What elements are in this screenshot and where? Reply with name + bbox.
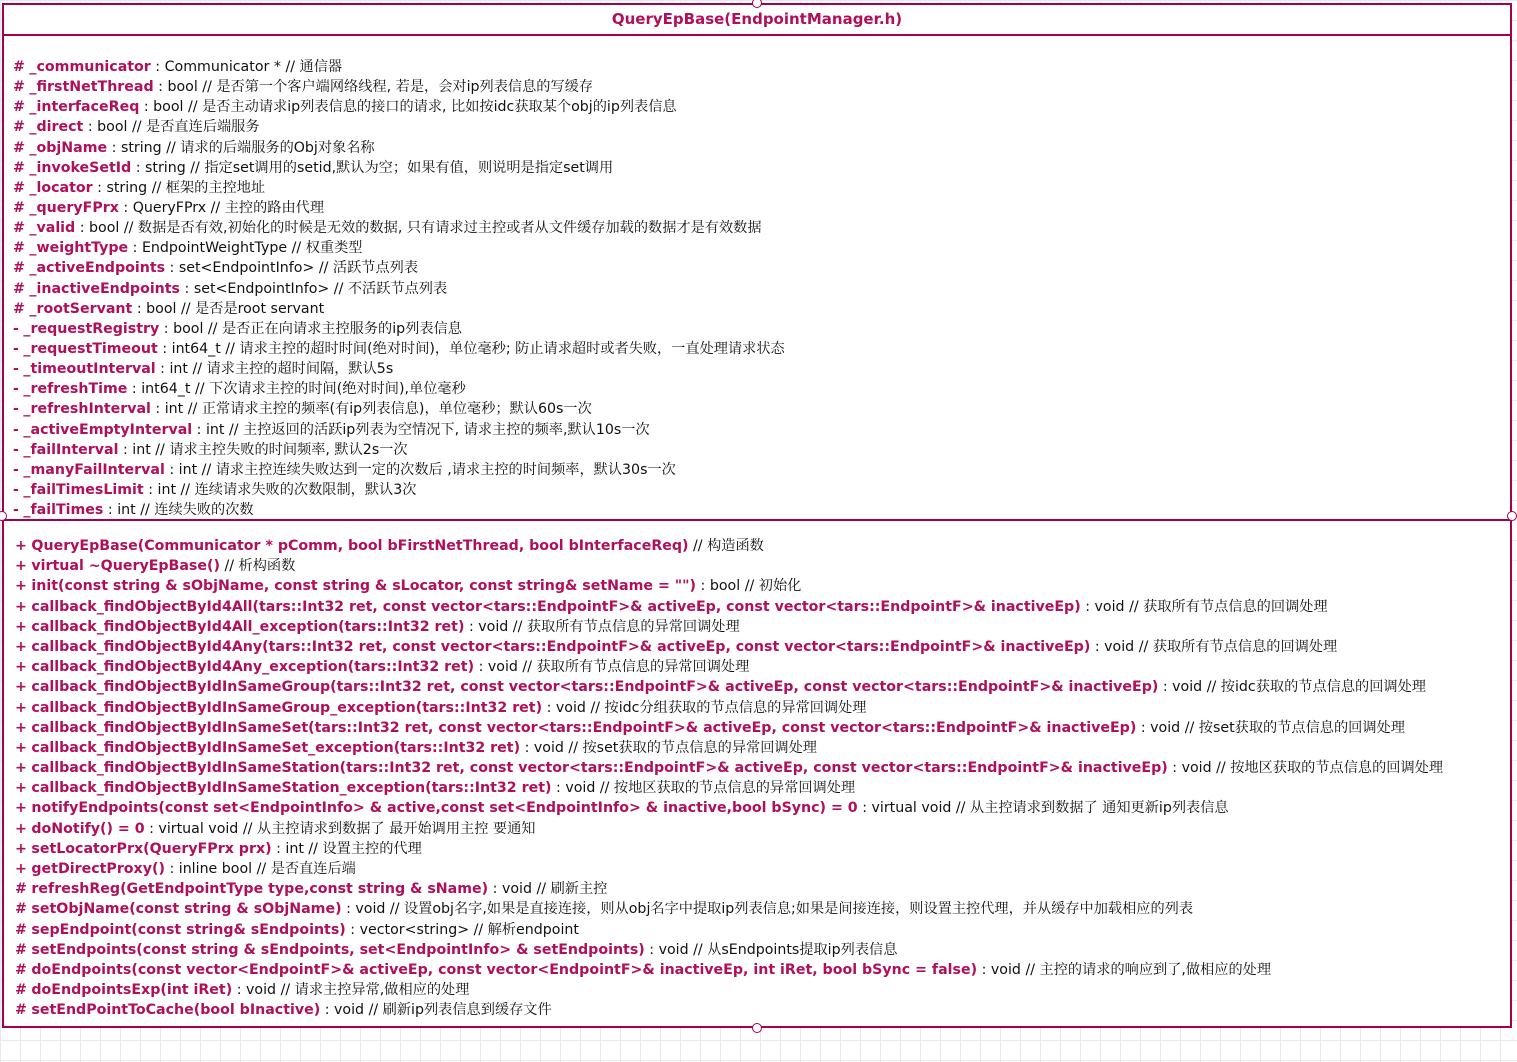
attribute-name: _timeoutInterval <box>23 361 156 378</box>
class-title: QueryEpBase(EndpointManager.h) <box>4 5 1510 36</box>
operation-name: doEndpoints(const vector<EndpointF>& activeEp, const vector<EndpointF>& inactiveEp, int iRet, bool bSync = false) <box>31 961 978 978</box>
attribute-name: _valid <box>29 220 76 237</box>
operation-name: notifyEndpoints(const set<EndpointInfo> & active,const set<EndpointInfo> & inactive,bool bSync) = 0 <box>31 800 858 817</box>
separator: : <box>180 280 194 297</box>
visibility-marker: + <box>15 739 27 756</box>
attribute-row[interactable] <box>4 77 1510 97</box>
attribute-row[interactable] <box>4 500 1510 519</box>
attribute-type: bool <box>97 119 132 136</box>
attribute-row[interactable] <box>4 399 1510 419</box>
separator: : <box>92 179 107 196</box>
attribute-name: _objName <box>29 139 108 156</box>
attribute-type: string <box>120 139 167 156</box>
operation-type: void <box>1181 760 1217 777</box>
operation-type: void <box>1172 679 1207 696</box>
operation-comment: // 获取所有节点信息的异常回调处理 <box>512 618 740 635</box>
operation-row[interactable] <box>4 920 1510 940</box>
visibility-marker: + <box>15 618 27 635</box>
operation-name: callback_findObjectByIdInSameGroup_exception(tars::Int32 ret) <box>31 699 543 716</box>
visibility-marker: # <box>13 119 25 136</box>
visibility-marker: - <box>13 481 19 498</box>
operation-name: callback_findObjectByIdInSameStation(tars::Int32 ret, const vector<tars::EndpointF>& activeEp, const vector<tars::EndpointF>& inactiveEp) <box>31 760 1168 777</box>
separator: : <box>144 820 159 837</box>
separator: : <box>696 578 710 595</box>
visibility-marker: + <box>15 558 27 575</box>
attribute-type: int <box>205 421 229 438</box>
operation-comment: // 从sEndpoints提取ip列表信息 <box>693 941 898 958</box>
operation-comment: // 主控的请求的响应到了,做相应的处理 <box>1025 961 1272 978</box>
separator: : <box>83 119 98 136</box>
separator: : <box>103 502 118 519</box>
visibility-marker: # <box>15 881 27 898</box>
attribute-name: _refreshInterval <box>23 401 151 418</box>
operation-name: callback_findObjectById4All_exception(tars::Int32 ret) <box>31 618 465 635</box>
separator: : <box>118 441 133 458</box>
operation-type: void <box>555 699 591 716</box>
operation-row[interactable] <box>4 899 1510 919</box>
attribute-name: _direct <box>29 119 84 136</box>
attribute-comment: // 连续请求失败的次数限制，默认3次 <box>180 481 417 498</box>
attribute-row[interactable] <box>4 158 1510 178</box>
attribute-name: _activeEmptyInterval <box>23 421 193 438</box>
separator: : <box>128 240 142 257</box>
attribute-name: _weightType <box>29 240 129 257</box>
attribute-comment: // 数据是否有效,初始化的时候是无效的数据, 只有请求过主控或者从文件缓存加载的数据才是有效数据 <box>123 220 762 237</box>
visibility-marker: + <box>15 578 27 595</box>
attribute-type: set<EndpointInfo> <box>193 280 334 297</box>
attribute-comment: // 是否是root servant <box>180 300 325 317</box>
operation-comment: // 按set获取的节点信息的异常回调处理 <box>568 739 817 756</box>
attribute-type: int <box>157 481 181 498</box>
separator: : <box>977 961 991 978</box>
operation-type: void <box>658 941 694 958</box>
visibility-marker: + <box>15 780 27 797</box>
attribute-comment: // 连续失败的次数 <box>140 502 254 519</box>
attribute-comment: // 请求主控连续失败达到一定的次数后 ,请求主控的时间频率，默认30s一次 <box>201 461 676 478</box>
attribute-name: _manyFailInterval <box>23 461 165 478</box>
attribute-comment: // 是否正在向请求主控服务的ip列表信息 <box>207 320 462 337</box>
compartment-divider <box>4 519 1510 521</box>
operation-type: void <box>1104 638 1139 655</box>
separator: : <box>271 840 286 857</box>
attribute-row[interactable] <box>4 339 1510 359</box>
attribute-name: _failTimesLimit <box>23 481 144 498</box>
separator: : <box>1090 638 1105 655</box>
operation-comment: // 按idc分组获取的节点信息的异常回调处理 <box>590 699 867 716</box>
operation-row[interactable] <box>4 576 1510 596</box>
operation-row[interactable] <box>4 718 1510 738</box>
visibility-marker: - <box>13 401 19 418</box>
attribute-comment: // 指定set调用的setid,默认为空；如果有值，则说明是指定set调用 <box>190 159 614 176</box>
separator: : <box>1136 719 1151 736</box>
attribute-type: EndpointWeightType <box>141 240 292 257</box>
operation-name: getDirectProxy() <box>31 861 165 877</box>
attribute-row[interactable] <box>4 218 1510 238</box>
visibility-marker: + <box>15 598 27 615</box>
visibility-marker: + <box>15 638 27 655</box>
operation-row[interactable] <box>4 536 1510 556</box>
attribute-comment: // 下次请求主控的时间(绝对时间),单位毫秒 <box>194 381 466 398</box>
visibility-marker: - <box>13 441 19 458</box>
operation-name: setObjName(const string & sObjName) <box>31 901 342 918</box>
operation-row[interactable] <box>4 778 1510 798</box>
attribute-row[interactable] <box>4 97 1510 117</box>
operation-comment: // 获取所有节点信息的回调处理 <box>1138 638 1338 655</box>
separator: : <box>139 99 154 116</box>
separator: : <box>320 1002 335 1019</box>
attribute-row[interactable] <box>4 319 1510 339</box>
separator: : <box>150 59 165 75</box>
operation-type: void <box>1094 598 1130 615</box>
attribute-comment: // 正常请求主控的频率(有ip列表信息)，单位毫秒；默认60s一次 <box>187 401 592 418</box>
operation-row[interactable] <box>4 879 1510 899</box>
operation-row[interactable] <box>4 798 1510 818</box>
operation-name: setEndpoints(const string & sEndpoints, set<EndpointInfo> & setEndpoints) <box>31 941 645 958</box>
attribute-name: _refreshTime <box>23 381 128 398</box>
operation-row[interactable] <box>4 839 1510 859</box>
operation-row[interactable] <box>4 556 1510 576</box>
operation-name: sepEndpoint(const string& sEndpoints) <box>31 921 346 938</box>
operation-comment: // 按idc获取的节点信息的回调处理 <box>1206 679 1426 696</box>
operation-type: void <box>565 780 600 797</box>
attribute-name: _requestTimeout <box>23 340 158 357</box>
visibility-marker: # <box>15 901 27 918</box>
visibility-marker: + <box>15 760 27 777</box>
separator: : <box>132 300 147 317</box>
attribute-type: int <box>169 361 193 378</box>
visibility-marker: + <box>15 699 27 716</box>
attribute-comment: // 主控的路由代理 <box>210 199 325 216</box>
visibility-marker: # <box>15 982 27 999</box>
separator: : <box>520 739 534 756</box>
visibility-marker: - <box>13 340 19 357</box>
operation-comment: // 按地区获取的节点信息的异常回调处理 <box>599 780 856 797</box>
operation-type: virtual void <box>158 820 243 837</box>
visibility-marker: # <box>13 179 25 196</box>
separator: : <box>542 699 556 716</box>
attribute-row[interactable] <box>4 359 1510 379</box>
attribute-name: _locator <box>29 179 93 196</box>
operation-row[interactable] <box>4 637 1510 657</box>
operation-name: doNotify() = 0 <box>31 820 145 837</box>
attribute-type: bool <box>167 79 203 96</box>
attribute-row[interactable] <box>4 178 1510 198</box>
attribute-name: _inactiveEndpoints <box>29 280 181 297</box>
attribute-comment: // 请求主控的超时时间(绝对时间)，单位毫秒; 防止请求超时或者失败，一直处理请求状态 <box>225 340 785 357</box>
separator: : <box>192 421 206 438</box>
attribute-row[interactable] <box>4 138 1510 158</box>
attribute-type: int <box>132 441 156 458</box>
operation-comment: // 析构函数 <box>224 558 296 575</box>
visibility-marker: + <box>15 679 27 696</box>
attribute-row[interactable] <box>4 299 1510 319</box>
operation-comment: // 是否直连后端 <box>256 861 356 877</box>
visibility-marker: # <box>13 139 25 156</box>
operation-name: callback_findObjectByIdInSameSet(tars::Int32 ret, const vector<tars::EndpointF>& activeEp, const vector<tars::EndpointF>& inactiveEp) <box>31 719 1137 736</box>
attributes-compartment <box>4 57 1510 519</box>
visibility-marker: # <box>13 260 25 277</box>
attribute-row[interactable] <box>4 440 1510 460</box>
separator: : <box>232 982 247 999</box>
attribute-name: _requestRegistry <box>23 320 160 337</box>
operation-comment: // 获取所有节点信息的异常回调处理 <box>522 659 750 676</box>
separator: : <box>551 780 566 797</box>
attribute-comment: // 通信器 <box>285 59 343 75</box>
visibility-marker: + <box>15 820 27 837</box>
attribute-name: _invokeSetId <box>29 159 132 176</box>
operation-name: callback_findObjectById4Any_exception(tars::Int32 ret) <box>31 659 475 676</box>
operation-type: void <box>1150 719 1185 736</box>
operations-compartment <box>4 536 1510 1022</box>
attribute-comment: // 权重类型 <box>291 240 363 257</box>
attribute-row[interactable] <box>4 238 1510 258</box>
separator: : <box>155 361 170 378</box>
separator: : <box>164 861 179 877</box>
visibility-marker: - <box>13 461 19 478</box>
attribute-name: _firstNetThread <box>29 79 154 96</box>
operation-type: void <box>355 901 390 918</box>
separator: : <box>644 941 659 958</box>
attribute-row[interactable] <box>4 198 1510 218</box>
operation-name: setLocatorPrx(QueryFPrx prx) <box>31 840 272 857</box>
attribute-type: string <box>145 159 191 176</box>
separator: : <box>464 618 479 635</box>
attribute-type: bool <box>173 320 208 337</box>
separator: : <box>143 481 158 498</box>
operation-name: callback_findObjectByIdInSameStation_exception(tars::Int32 ret) <box>31 780 552 797</box>
operation-row[interactable] <box>4 980 1510 1000</box>
operation-row[interactable] <box>4 940 1510 960</box>
separator: : <box>488 881 502 898</box>
separator: : <box>1167 760 1182 777</box>
attribute-row[interactable] <box>4 420 1510 440</box>
operation-type: void <box>246 982 281 999</box>
attribute-comment: // 不活跃节点列表 <box>333 280 448 297</box>
operation-type: void <box>533 739 569 756</box>
visibility-marker: + <box>15 840 27 857</box>
visibility-marker: # <box>13 300 25 317</box>
visibility-marker: + <box>15 861 27 877</box>
separator: : <box>153 79 168 96</box>
visibility-marker: - <box>13 361 19 378</box>
separator: : <box>341 901 356 918</box>
operation-row[interactable] <box>4 597 1510 617</box>
separator: : <box>159 320 174 337</box>
attribute-type: int <box>178 461 202 478</box>
visibility-marker: # <box>15 921 27 938</box>
operation-type: void <box>487 659 523 676</box>
operation-row[interactable] <box>4 677 1510 697</box>
operation-comment: // 从主控请求到数据了 最开始调用主控 要通知 <box>242 820 536 837</box>
separator: : <box>345 921 360 938</box>
operation-type: void <box>501 881 537 898</box>
attribute-comment: // 主控返回的活跃ip列表为空情况下, 请求主控的频率,默认10s一次 <box>228 421 650 438</box>
visibility-marker: - <box>13 320 19 337</box>
visibility-marker: - <box>13 381 19 398</box>
visibility-marker: # <box>13 220 25 237</box>
operation-comment: // 构造函数 <box>693 538 764 554</box>
attribute-row[interactable] <box>4 460 1510 480</box>
attribute-type: bool <box>146 300 181 317</box>
operation-name: callback_findObjectById4Any(tars::Int32 ret, const vector<tars::EndpointF>& activeEp, const vector<tars::EndpointF>& inactiveEp) <box>31 638 1091 655</box>
operation-row[interactable] <box>4 960 1510 980</box>
visibility-marker: # <box>13 199 25 216</box>
separator: : <box>1158 679 1173 696</box>
visibility-marker: - <box>13 421 19 438</box>
separator: : <box>157 340 172 357</box>
separator: : <box>1080 598 1095 615</box>
operation-comment: // 按地区获取的节点信息的回调处理 <box>1216 760 1444 777</box>
attribute-comment: // 是否主动请求ip列表信息的接口的请求, 比如按idc获取某个obj的ip列表信息 <box>188 99 677 116</box>
attribute-name: _failTimes <box>23 502 104 519</box>
operation-name: virtual ~QueryEpBase() <box>31 558 220 575</box>
operation-comment: // 获取所有节点信息的回调处理 <box>1129 598 1328 615</box>
visibility-marker: # <box>13 159 25 176</box>
operation-comment: // 刷新ip列表信息到缓存文件 <box>368 1002 552 1019</box>
attribute-name: _communicator <box>29 59 151 75</box>
visibility-marker: + <box>15 719 27 736</box>
uml-class-box[interactable] <box>2 3 1512 1028</box>
visibility-marker: # <box>13 79 25 96</box>
operation-row[interactable] <box>4 859 1510 879</box>
operation-comment: // 设置主控的代理 <box>308 840 422 857</box>
operation-comment: // 设置obj名字,如果是直接连接，则从obj名字中提取ip列表信息;如果是间接连接，则设置主控代理，并从缓存中加载相应的列表 <box>389 901 1194 918</box>
operation-type: void <box>334 1002 369 1019</box>
visibility-marker: # <box>13 280 25 297</box>
attribute-comment: // 请求的后端服务的Obj对象名称 <box>166 139 375 156</box>
operation-comment: // 刷新主控 <box>536 881 608 898</box>
visibility-marker: + <box>15 659 27 676</box>
attribute-type: int <box>117 502 141 519</box>
operation-type: bool <box>709 578 745 595</box>
operation-row[interactable] <box>4 698 1510 718</box>
attribute-row[interactable] <box>4 480 1510 500</box>
separator: : <box>107 139 121 156</box>
separator: : <box>164 461 179 478</box>
operation-row[interactable] <box>4 657 1510 677</box>
operation-row[interactable] <box>4 758 1510 778</box>
attribute-row[interactable] <box>4 258 1510 278</box>
operation-type: void <box>990 961 1026 978</box>
visibility-marker: + <box>15 800 27 817</box>
attribute-comment: // 活跃节点列表 <box>318 260 419 277</box>
visibility-marker: + <box>15 538 27 554</box>
operation-name: callback_findObjectByIdInSameGroup(tars::Int32 ret, const vector<tars::EndpointF>& activeEp, const vector<tars::EndpointF>& inactiveEp) <box>31 679 1159 696</box>
visibility-marker: - <box>13 502 19 519</box>
attribute-comment: // 是否直连后端服务 <box>131 119 260 136</box>
operation-type: virtual void <box>871 800 956 817</box>
separator: : <box>118 199 133 216</box>
operation-type: vector<string> <box>359 921 474 938</box>
attribute-row[interactable] <box>4 117 1510 137</box>
attribute-name: _rootServant <box>29 300 133 317</box>
separator: : <box>474 659 488 676</box>
operation-name: QueryEpBase(Communicator * pComm, bool bFirstNetThread, bool bInterfaceReq) <box>31 538 689 554</box>
visibility-marker: # <box>13 240 25 257</box>
operation-comment: // 初始化 <box>744 578 802 595</box>
visibility-marker: # <box>15 961 27 978</box>
bottom-resize-handle[interactable] <box>752 1023 762 1033</box>
attribute-row[interactable] <box>4 379 1510 399</box>
attribute-row[interactable] <box>4 279 1510 299</box>
operation-name: refreshReg(GetEndpointType type,const string & sName) <box>31 881 489 898</box>
attribute-type: int64_t <box>141 381 195 398</box>
attribute-name: _queryFPrx <box>29 199 119 216</box>
attribute-type: Communicator * <box>164 59 286 75</box>
attribute-name: _failInterval <box>23 441 119 458</box>
operation-comment: // 请求主控异常,做相应的处理 <box>280 982 470 999</box>
visibility-marker: # <box>15 1002 27 1019</box>
separator: : <box>75 220 90 237</box>
separator: : <box>857 800 872 817</box>
visibility-marker: # <box>13 59 25 75</box>
visibility-marker: # <box>13 99 25 116</box>
operation-type: void <box>478 618 513 635</box>
attribute-type: string <box>106 179 152 196</box>
attribute-name: _interfaceReq <box>29 99 140 116</box>
attribute-type: int64_t <box>171 340 226 357</box>
operation-comment: // 解析endpoint <box>473 921 579 938</box>
separator: : <box>127 381 142 398</box>
attribute-comment: // 框架的主控地址 <box>151 179 266 196</box>
attribute-comment: // 请求主控失败的时间频率, 默认2s一次 <box>155 441 408 458</box>
operation-comment: // 按set获取的节点信息的回调处理 <box>1184 719 1405 736</box>
operation-type: inline bool <box>178 861 257 877</box>
separator: : <box>150 401 165 418</box>
attribute-type: QueryFPrx <box>132 199 211 216</box>
operation-row[interactable] <box>4 617 1510 637</box>
attribute-row[interactable] <box>4 57 1510 77</box>
operation-name: callback_findObjectById4All(tars::Int32 ret, const vector<tars::EndpointF>& activeEp, const vector<tars::EndpointF>& inactiveEp) <box>31 598 1081 615</box>
separator: : <box>131 159 146 176</box>
operation-row[interactable] <box>4 738 1510 758</box>
operation-row[interactable] <box>4 1000 1510 1020</box>
attribute-comment: // 请求主控的超时间隔，默认5s <box>192 361 394 378</box>
right-resize-handle[interactable] <box>1507 511 1517 521</box>
operation-type: int <box>285 840 309 857</box>
operation-row[interactable] <box>4 819 1510 839</box>
attribute-type: int <box>164 401 188 418</box>
operation-name: init(const string & sObjName, const string & sLocator, const string& setName = "") <box>31 578 697 595</box>
visibility-marker: # <box>15 941 27 958</box>
separator: : <box>165 260 179 277</box>
attribute-comment: // 是否第一个客户端网络线程, 若是，会对ip列表信息的写缓存 <box>202 79 594 96</box>
attribute-type: set<EndpointInfo> <box>178 260 319 277</box>
attribute-type: bool <box>89 220 124 237</box>
operation-comment: // 从主控请求到数据了 通知更新ip列表信息 <box>955 800 1229 817</box>
operation-name: setEndPointToCache(bool bInactive) <box>31 1002 321 1019</box>
operation-name: doEndpointsExp(int iRet) <box>31 982 233 999</box>
attribute-name: _activeEndpoints <box>29 260 166 277</box>
operation-name: callback_findObjectByIdInSameSet_exception(tars::Int32 ret) <box>31 739 521 756</box>
attribute-type: bool <box>153 99 188 116</box>
